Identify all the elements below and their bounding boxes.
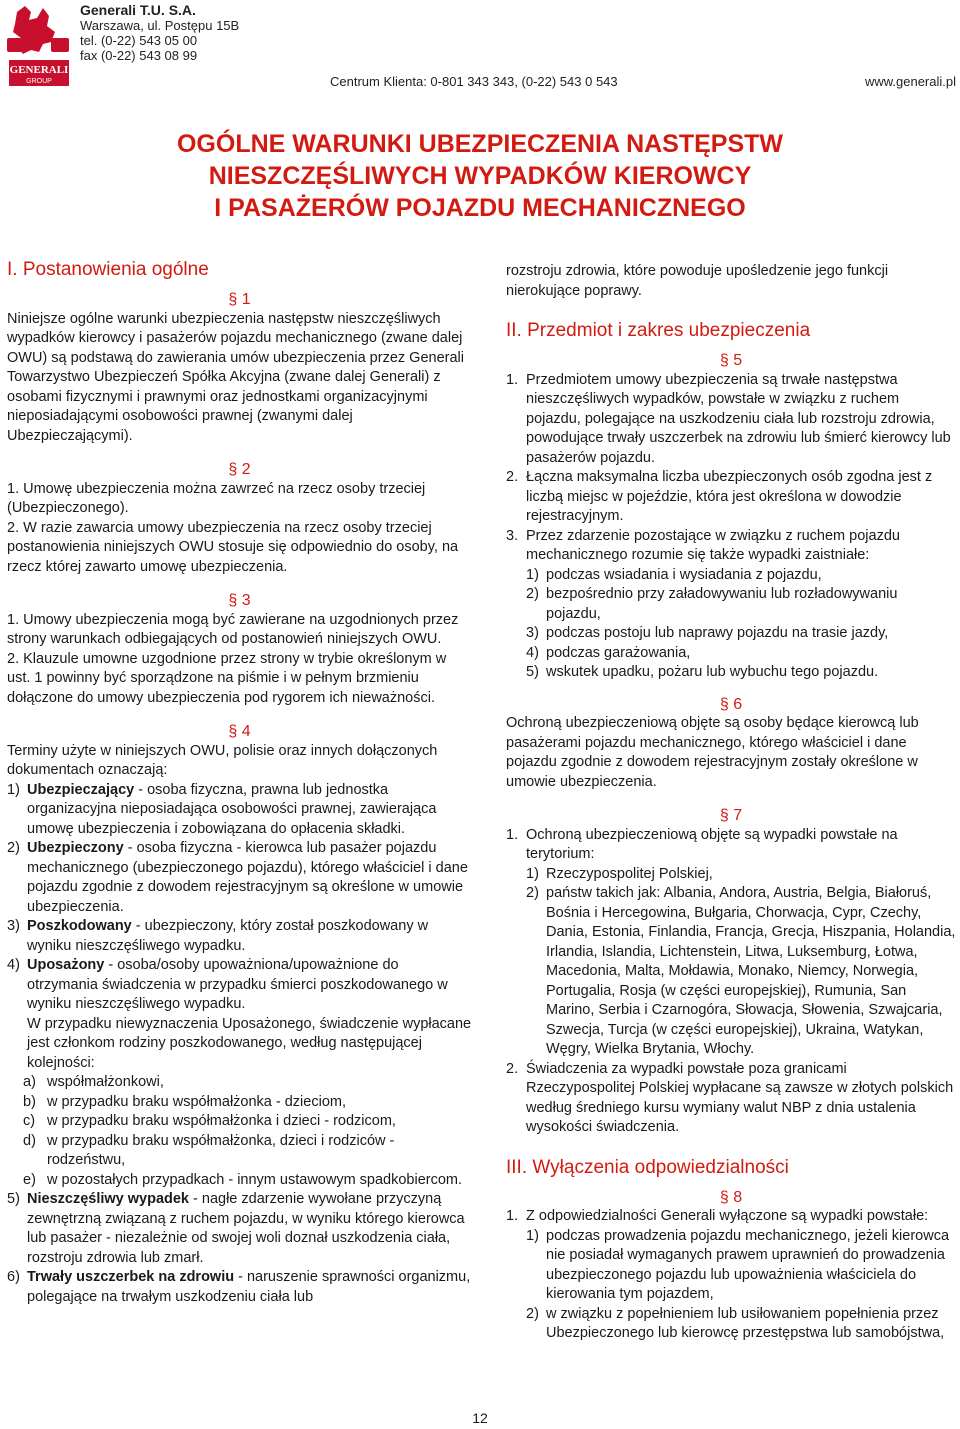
sub-item: 3) podczas postoju lub naprawy pojazdu na trasie jazdy, bbox=[526, 625, 889, 641]
paragraph-text: Niniejsze ogólne warunki ubezpieczenia następstw nieszczęśliwych wypadków kierowcy i pasażerów pojazdu mechanicznego (zwane dalej OWU) są podstawą do zawierania umów ubezpieczenia przez Generali Towarzystwo Ubezpieczeń Spółka Akcyjna (zwane dalej Generali) z osobami fizycznymi i prawnymi oraz jednostkami organizacyjnymi nieposiadającymi osobowości prawnej (zwanymi dalej Ubezpieczającymi). bbox=[7, 310, 464, 444]
paragraph-mark: § 6 bbox=[719, 695, 743, 713]
paragraph-mark: § 4 bbox=[228, 723, 251, 740]
title-line: I PASAŻERÓW POJAZDU MECHANICZNEGO bbox=[214, 194, 746, 222]
clause-item: 2. Łączna maksymalna liczba ubezpieczonych osób zgodna jest z liczbą miejsc w pojeździe, która jest określona w dowodzie rejestracyjnym. bbox=[506, 469, 933, 524]
clause-text: 1. Umowę ubezpieczenia można zawrzeć na rzecz osoby trzeciej (Ubezpieczonego). bbox=[7, 480, 426, 516]
definition-item: 5) Nieszczęśliwy wypadek - nagłe zdarzenie wywołane przyczyną zewnętrzną związaną z ruchem pojazdu, w wyniku którego kierowca lub pasażer - niezależnie od swojej woli doznał uszkodzenia ciała, rozstroju zdrowia lub zmarł. bbox=[7, 1191, 465, 1266]
company-tel: tel. (0-22) 543 05 00 bbox=[80, 33, 198, 48]
sub-item: d) w przypadku braku współmałżonka, dzieci i rodziców - rodzeństwu, bbox=[23, 1132, 395, 1168]
company-info bbox=[80, 3, 239, 63]
sub-item: 2) bezpośrednio przy załadowywaniu lub rozładowywaniu pojazdu, bbox=[526, 586, 898, 622]
section-heading-3: III. Wyłączenia odpowiedzialności bbox=[506, 1156, 789, 1178]
page-number: 12 bbox=[472, 1410, 488, 1426]
definition-item: 3) Poszkodowany - ubezpieczony, który został poszkodowany w wyniku nieszczęśliwego wypadku. bbox=[7, 918, 429, 954]
company-name: Generali T.U. S.A. bbox=[80, 2, 196, 18]
clause-item: 3. Przez zdarzenie pozostające w związku z ruchem pojazdu mechanicznego rozumie się także wypadki zaistniałe: bbox=[506, 527, 900, 563]
sub-item: a) współmałżonkowi, bbox=[23, 1074, 164, 1090]
clause-item: 2. Świadczenia za wypadki powstałe poza granicami Rzeczypospolitej Polskiej wypłacane są zawsze w złotych polskich według średniego kursu wymiany walut NBP z dnia ustalenia wysokości świadczenia. bbox=[506, 1060, 954, 1135]
sub-item: 1) podczas wsiadania i wysiadania z pojazdu, bbox=[526, 566, 822, 583]
paragraph-mark: § 3 bbox=[228, 592, 251, 609]
paragraph-mark: § 5 bbox=[719, 352, 743, 369]
section-heading-2: II. Przedmiot i zakres ubezpieczenia bbox=[506, 320, 811, 341]
title-line: OGÓLNE WARUNKI UBEZPIECZENIA NASTĘPSTW bbox=[176, 130, 784, 158]
definition-item: 4) Uposażony - osoba/osoby upoważniona/upoważnione do otrzymania świadczenia w przypadku śmierci poszkodowanego w wyniku nieszczęśliwego wypadku. bbox=[7, 957, 448, 1012]
document-title bbox=[0, 128, 960, 224]
paragraph-mark: § 7 bbox=[719, 807, 743, 824]
sub-item: c) w przypadku braku współmałżonka i dzieci - rodzicom, bbox=[23, 1113, 396, 1129]
definition-note: W przypadku niewyznaczenia Uposażonego, świadczenie wypłacane jest członkom rodziny poszkodowanego, według następującej kolejności: bbox=[27, 1015, 472, 1071]
right-column bbox=[506, 262, 956, 1344]
sub-item: 1) podczas prowadzenia pojazdu mechanicznego, jeżeli kierowca nie posiadał wymaganych prawem uprawnień do prowadzenia ubezpieczonego pojazdu lub upoważnienia właściciela do kierowania tym pojazdem, bbox=[526, 1227, 950, 1302]
svg-text:GROUP: GROUP bbox=[26, 78, 52, 85]
continuation-text: rozstroju zdrowia, które powoduje upośledzenie jego funkcji nierokujące poprawy. bbox=[506, 263, 889, 299]
sub-item: 4) podczas garażowania, bbox=[526, 644, 691, 661]
definition-item: 6) Trwały uszczerbek na zdrowiu - naruszenie sprawności organizmu, polegające na trwałym uszkodzeniu ciała lub bbox=[7, 1269, 471, 1305]
definition-item: 1) Ubezpieczający - osoba fizyczna, prawna lub jednostka organizacyjna nieposiadająca osobowości prawnej, zawierająca umowę ubezpieczenia i zobowiązana do opłacenia składki. bbox=[7, 781, 437, 837]
paragraph-mark: § 2 bbox=[228, 461, 251, 478]
svg-text:GENERALI: GENERALI bbox=[9, 64, 69, 76]
sub-item: 5) wskutek upadku, pożaru lub wybuchu tego pojazdu. bbox=[526, 664, 879, 680]
clause-text: 1. Umowy ubezpieczenia mogą być zawierane na uzgodnionych przez strony warunkach odbiegających od postanowień niniejszych OWU. bbox=[7, 611, 459, 647]
sub-item: 2) w związku z popełnieniem lub usiłowaniem popełnienia przez Ubezpieczonego lub kierowcę przestępstwa lub samobójstwa, bbox=[526, 1305, 945, 1341]
paragraph-mark: § 1 bbox=[228, 291, 251, 308]
left-column bbox=[7, 258, 472, 1307]
company-fax: fax (0-22) 543 08 99 bbox=[80, 48, 198, 63]
clause-text: 2. Klauzule umowne uzgodnione przez strony w trybie określonym w ust. 1 powinny być sporządzone na piśmie i w pełnym brzmieniu dołączone do umowy ubezpieczenia pod rygorem ich nieważności. bbox=[7, 650, 447, 706]
definition-item: 2) Ubezpieczony - osoba fizyczna - kierowca lub pasażer pojazdu mechanicznego (ubezpieczonego pojazdu), którego właściciel i dane pojazdu zgodnie z dowodem rejestracyjnym są określone w umowie ubezpieczenia. bbox=[7, 840, 468, 915]
section-heading-1: I. Postanowienia ogólne bbox=[7, 259, 209, 280]
sub-item: 1) Rzeczypospolitej Polskiej, bbox=[526, 865, 713, 882]
sub-item: 2) państw takich jak: Albania, Andora, Austria, Belgia, Białoruś, Bośnia i Hercegowina, Bułgaria, Chorwacja, Cypr, Czechy, Dania, Estonia, Finlandia, Francja, Grecja, Hiszpania, Holandia, Irlandia, Islandia, Lichtenstein, Litwa, Luksemburg, Łotwa, Macedonia, Malta, Mołdawia, Monako, Niemcy, Norwegia, Portugalia, Rosja (w części europejskiej), Rumunia, San Marino, Serbia i Czarnogóra, Słowacja, Słowenia, Szwajcaria, Szwecja, Turcja (w części europejskiej), Ukraina, Watykan, Węgry, Wielka Brytania, Włochy. bbox=[526, 885, 956, 1057]
paragraph-text: Ochroną ubezpieczeniową objęte są osoby będące kierowcą lub pasażerami pojazdu mechanicznego, którego właściciel i dane pojazdu zgodnie z dowodem rejestracyjnym zostały określone w umowie ubezpieczenia. bbox=[506, 715, 919, 790]
paragraph-text: Terminy użyte w niniejszych OWU, polisie oraz innych dołączonych dokumentach oznaczają: bbox=[7, 742, 438, 778]
title-line: NIESZCZĘŚLIWYCH WYPADKÓW KIEROWCY bbox=[208, 162, 752, 190]
clause-text: 2. W razie zawarcia umowy ubezpieczenia na rzecz osoby trzeciej postanowienia niniejszych OWU stosuje się odpowiednio do osoby, na rzecz której zawarto umowę ubezpieczenia. bbox=[7, 519, 459, 575]
clause-item: 1. Przedmiotem umowy ubezpieczenia są trwałe następstwa nieszczęśliwych wypadków, powstałe w związku z ruchem pojazdu, polegające na uszkodzeniu ciała lub rozstroju zdrowia, powodujące trwały uszczerbek na zdrowiu lub śmierć kierowcy lub pasażerów pojazdu. bbox=[506, 371, 951, 466]
sub-item: e) w pozostałych przypadkach - innym ustawowym spadkobiercom. bbox=[23, 1171, 463, 1188]
clause-item: 1. Ochroną ubezpieczeniową objęte są wypadki powstałe na terytorium: bbox=[506, 826, 898, 862]
customer-center: Centrum Klienta: 0-801 343 343, (0-22) 543 0 543 bbox=[330, 74, 618, 89]
paragraph-mark: § 8 bbox=[719, 1188, 743, 1206]
sub-item: b) w przypadku braku współmałżonka - dzieciom, bbox=[23, 1093, 346, 1110]
clause-item: 1. Z odpowiedzialności Generali wyłączone są wypadki powstałe: bbox=[506, 1208, 929, 1224]
generali-logo bbox=[3, 2, 73, 90]
website-link[interactable]: www.generali.pl bbox=[864, 74, 956, 89]
company-address: Warszawa, ul. Postępu 15B bbox=[80, 18, 240, 33]
